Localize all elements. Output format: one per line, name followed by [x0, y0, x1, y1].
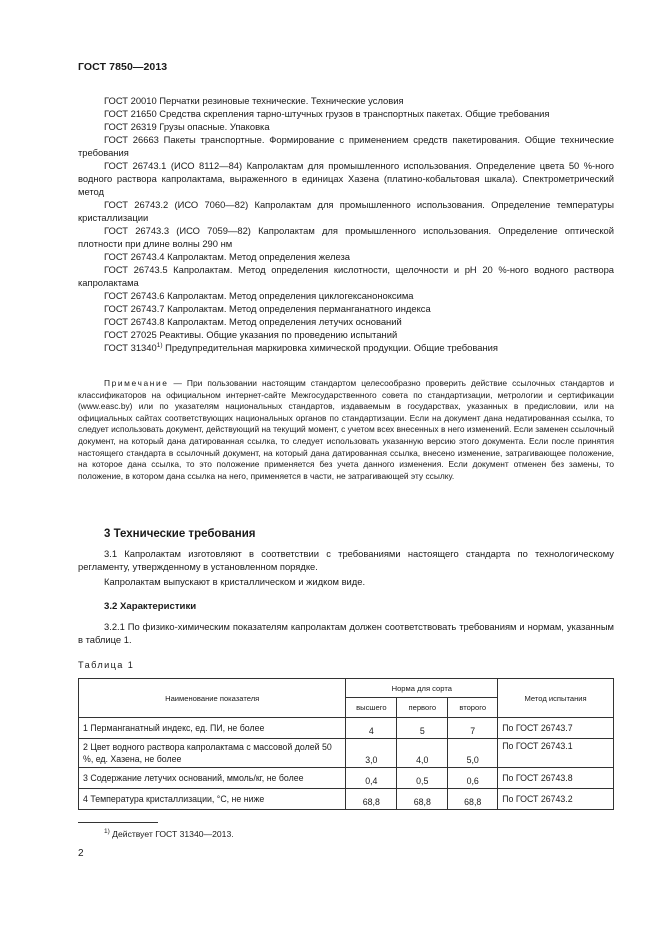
reference-item: ГОСТ 26743.5 Капролактам. Метод определения кислотности, щелочности и pH 20 %-ного водного раствора капролактама	[78, 264, 614, 288]
note-text: — При пользовании настоящим стандартом целесообразно проверить действие ссылочных стандартов и классификаторов на официальном интернет-сайте Межгосударственного совета по стандартизации, метрологии и сертификации (www.easc.by) или по указателям национальных стандартов, издаваемым в государствах, указанных в предисловии, или на официальных сайтах соответствующих национальных органов по стандартизации. Если на документ дана недатированная ссылка, то следует использовать документ, действующий на текущий момент, с учетом всех внесенных в него изменений. Если заменен ссылочный документ, на который дана датированная ссылка, то следует использовать указанную версию этого документа. Если после принятия настоящего стандарта в ссылочный документ, на который дана датированная ссылка, внесено изменение, затрагивающее положение, на которое дана ссылка, то это положение применяется без учета данного изменения. Если документ отменен без замены, то положение, в котором дана ссылка на него, применяется в части, не затрагивающей эту ссылку.	[78, 378, 614, 481]
characteristics-table	[78, 678, 614, 810]
row-value: 3,0	[346, 739, 397, 768]
reference-item: ГОСТ 26743.1 (ИСО 8112—84) Капролактам для промышленного использования. Определение цвета 50 %-ного водного раствора капролактама, выраженного в единицах Хазена (платино-кобальтовая шкала). Спектрометрический метод	[78, 160, 614, 197]
reference-item: ГОСТ 26743.6 Капролактам. Метод определения циклогексаноноксима	[104, 290, 414, 301]
reference-item: ГОСТ 26743.3 (ИСО 7059—82) Капролактам для промышленного использования. Определение оптической плотности при длине волны 290 нм	[78, 225, 614, 249]
paragraph-3-1: 3.1 Капролактам изготовляют в соответствии с требованиями настоящего стандарта по технологическому регламенту, утвержденному в установленном порядке.	[78, 548, 614, 572]
row-value: 0,6	[448, 768, 498, 789]
row-indicator-name: 1 Перманганатный индекс, ед. ПИ, не более	[79, 718, 346, 739]
header-test-method: Метод испытания	[498, 679, 614, 718]
row-method: По ГОСТ 26743.2	[498, 789, 614, 810]
section-title: 3 Технические требования	[104, 528, 256, 540]
footnote	[104, 829, 234, 839]
row-value: 5,0	[448, 739, 498, 768]
row-indicator-name: 2 Цвет водного раствора капролактама с массовой долей 50 %, ед. Хазена, не более	[79, 739, 346, 768]
footnote-marker: 1)	[104, 828, 110, 836]
reference-item: ГОСТ 26663 Пакеты транспортные. Формирование с применением средств пакетирования. Общие технические требования	[78, 134, 614, 158]
header-norm: Норма для сорта	[346, 679, 498, 698]
document-id-header: ГОСТ 7850—2013	[78, 61, 168, 73]
row-value: 0,5	[397, 768, 448, 789]
reference-item: ГОСТ 26743.7 Капролактам. Метод определения перманганатного индекса	[104, 303, 431, 314]
table-row	[79, 739, 614, 768]
row-value: 4	[346, 718, 397, 739]
header-grade-second: второго	[448, 698, 498, 718]
table-row	[79, 789, 614, 810]
row-value: 68,8	[346, 789, 397, 810]
row-value: 0,4	[346, 768, 397, 789]
row-indicator-name: 4 Температура кристаллизации, °С, не ниже	[79, 789, 346, 810]
references-note	[78, 378, 614, 482]
reference-item: ГОСТ 26743.4 Капролактам. Метод определения железа	[104, 251, 350, 262]
header-indicator-name: Наименование показателя	[79, 679, 346, 718]
paragraph-3-2-1: 3.2.1 По физико-химическим показателям капролактам должен соответствовать требованиям и нормам, указанным в таблице 1.	[78, 621, 614, 645]
reference-item: ГОСТ 26743.2 (ИСО 7060—82) Капролактам для промышленного использования. Определение температуры кристаллизации	[78, 199, 614, 223]
footnote-marker: 1)	[156, 341, 163, 349]
page-number: 2	[78, 848, 84, 859]
row-value: 68,8	[397, 789, 448, 810]
reference-item: ГОСТ 26319 Грузы опасные. Упаковка	[104, 121, 270, 132]
reference-item: ГОСТ 27025 Реактивы. Общие указания по проведению испытаний	[104, 329, 398, 340]
subsection-title: 3.2 Характеристики	[104, 601, 197, 612]
reference-item-with-footnote	[78, 341, 614, 354]
paragraph-3-1-form: Капролактам выпускают в кристаллическом и жидком виде.	[104, 576, 366, 587]
footnote-text: Действует ГОСТ 31340—2013.	[109, 829, 234, 839]
reference-text: Предупредительная маркировка химической продукции. Общие требования	[162, 342, 498, 353]
reference-item: ГОСТ 26743.8 Капролактам. Метод определения летучих оснований	[104, 316, 402, 327]
row-value: 5	[397, 718, 448, 739]
table-caption: Таблица 1	[78, 660, 135, 670]
note-label: Примечание	[104, 378, 169, 388]
row-method: По ГОСТ 26743.8	[498, 768, 614, 789]
row-value: 68,8	[448, 789, 498, 810]
row-method: По ГОСТ 26743.7	[498, 718, 614, 739]
table-header-row	[79, 679, 614, 698]
normative-references-list	[78, 94, 614, 354]
row-value: 7	[448, 718, 498, 739]
row-method: По ГОСТ 26743.1	[498, 739, 614, 768]
table-row	[79, 718, 614, 739]
table-row	[79, 768, 614, 789]
reference-item: ГОСТ 20010 Перчатки резиновые технические. Технические условия	[104, 95, 404, 106]
footnote-divider	[78, 822, 158, 823]
reference-item: ГОСТ 21650 Средства скрепления тарно-штучных грузов в транспортных пакетах. Общие требования	[104, 108, 550, 119]
header-grade-first: первого	[397, 698, 448, 718]
reference-code: ГОСТ 31340	[104, 342, 157, 353]
header-grade-highest: высшего	[346, 698, 397, 718]
row-value: 4,0	[397, 739, 448, 768]
row-indicator-name: 3 Содержание летучих оснований, ммоль/кг, не более	[79, 768, 346, 789]
